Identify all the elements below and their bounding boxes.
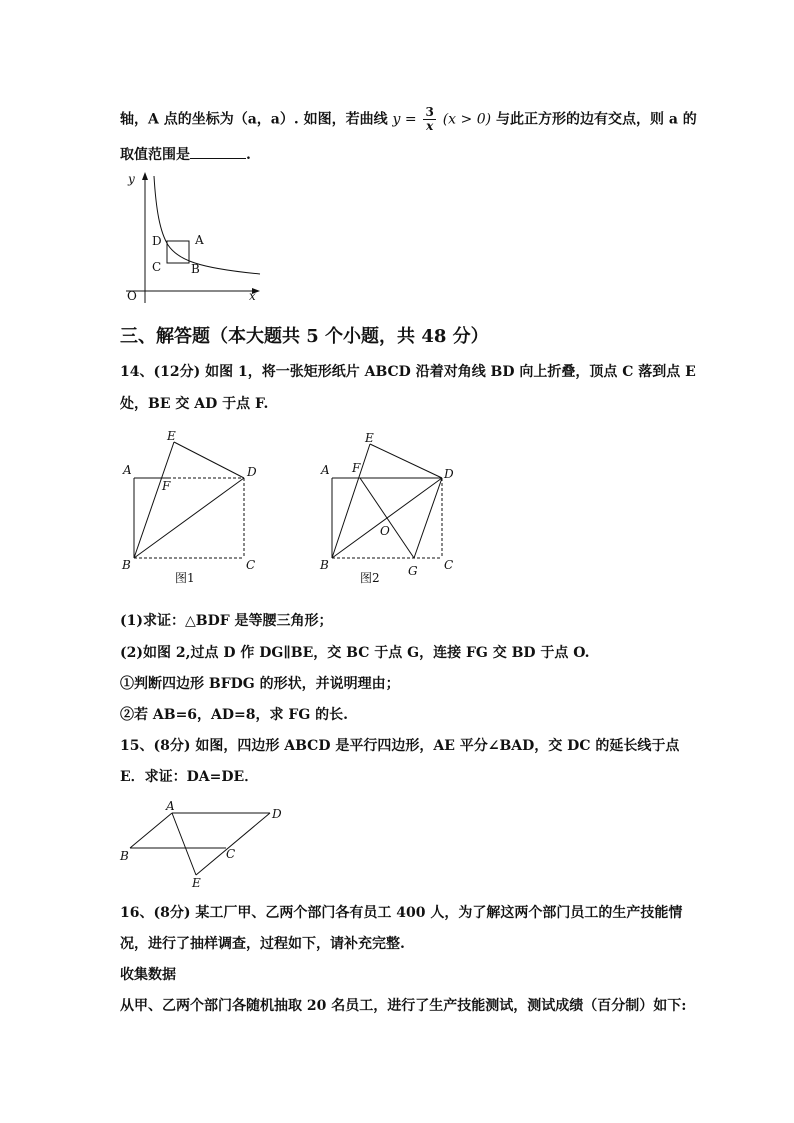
fig2-label-D: D (444, 467, 454, 481)
q13-label-x: x (249, 289, 256, 303)
q13-text-a: 轴，A 点的坐标为（a，a）. 如图，若曲线 (120, 111, 388, 128)
fig2-label-B: B (320, 558, 329, 572)
fig1-diagonal-BD (134, 478, 244, 558)
q15-label-E: E (192, 876, 201, 890)
q14-part1: (1)求证：△BDF 是等腰三角形； (120, 613, 333, 629)
fig2-edge-BE (332, 444, 370, 558)
q15-label-C: C (226, 847, 236, 861)
q14-figure-1 (120, 428, 260, 588)
fig1-caption: 图1 (175, 571, 195, 585)
fig1-label-B: B (122, 558, 131, 572)
fig1-label-C: C (246, 558, 256, 572)
q13-label-A: A (195, 233, 204, 247)
q13-figure (118, 170, 268, 305)
q14-line2: 处，BE 交 AD 于点 F. (120, 396, 269, 412)
fig2-label-O: O (380, 524, 390, 538)
fig2-label-C: C (444, 558, 454, 572)
q14-part2a: ①判断四边形 BFDG 的形状，并说明理由； (120, 676, 400, 692)
q13-range-prompt: 取值范围是 (120, 147, 190, 163)
fig2-label-E: E (365, 431, 374, 445)
fig2-label-F: F (352, 461, 361, 475)
q13-answer-blank[interactable] (190, 144, 246, 159)
q15-edge-AE (172, 813, 196, 875)
q13-y-equals: y = (392, 111, 417, 128)
q15-edge-AB (130, 813, 172, 848)
fig2-caption: 图2 (360, 571, 380, 585)
fig2-edge-DG (414, 478, 442, 558)
q14-part2: (2)如图 2,过点 D 作 DG∥BE，交 BC 于点 G，连接 FG 交 BD 于点 O. (120, 645, 590, 661)
q13-text-b: 与此正方形的边有交点，则 a 的 (495, 111, 697, 128)
q13-period: . (246, 147, 251, 163)
q13-label-y: y (128, 172, 135, 186)
fig1-edge-ED (174, 442, 244, 478)
fig1-label-A: A (123, 463, 132, 477)
q14-line1: 14、(12分) 如图 1，将一张矩形纸片 ABCD 沿着对角线 BD 向上折叠，顶点 C 落到点 E (120, 364, 696, 380)
fig2-label-G: G (408, 564, 418, 578)
fig1-label-F: F (162, 479, 171, 493)
q13-label-D: D (152, 234, 162, 248)
q13-label-C: C (152, 260, 162, 274)
q16-line3: 收集数据 (120, 967, 176, 983)
q13-line1 (120, 106, 697, 133)
section3-title: 三、解答题（本大题共 5 个小题，共 48 分） (120, 326, 489, 347)
q15-label-B: B (120, 849, 129, 863)
q16-line1: 16、(8分) 某工厂甲、乙两个部门各有员工 400 人，为了解这两个部门员工的生产技能情 (120, 905, 683, 921)
q13-condition: (x > 0) (442, 111, 492, 128)
fig2-edge-ED (370, 444, 442, 478)
q16-line2: 况，进行了抽样调查，过程如下，请补充完整. (120, 936, 405, 952)
fig1-label-E: E (167, 429, 176, 443)
q13-fraction-denominator: x (426, 119, 434, 133)
q13-y-arrow (142, 172, 148, 180)
q15-label-D: D (272, 807, 282, 821)
q13-line2 (120, 144, 251, 165)
q15-figure (118, 798, 288, 888)
q13-fraction-numerator: 3 (425, 105, 434, 119)
q15-line2: E．求证：DA=DE． (120, 769, 259, 785)
fig2-edge-FG (360, 478, 414, 558)
fig1-edge-BE (134, 442, 174, 558)
q15-label-A: A (166, 799, 175, 813)
q13-hyperbola-curve (154, 176, 260, 274)
q15-line1: 15、(8分) 如图，四边形 ABCD 是平行四边形，AE 平分∠BAD，交 DC 的延长线于点 (120, 738, 680, 754)
q13-label-B: B (191, 262, 200, 276)
q14-part2b: ②若 AB=6，AD=8，求 FG 的长. (120, 707, 349, 723)
q13-fraction (423, 106, 435, 133)
q14-figure-2 (318, 428, 468, 588)
q15-edge-DE (196, 813, 270, 875)
fig1-label-D: D (247, 465, 257, 479)
q16-line4: 从甲、乙两个部门各随机抽取 20 名员工，进行了生产技能测试，测试成绩（百分制）如下: (120, 998, 687, 1014)
fig2-label-A: A (321, 463, 330, 477)
q13-label-origin: O (127, 289, 137, 303)
